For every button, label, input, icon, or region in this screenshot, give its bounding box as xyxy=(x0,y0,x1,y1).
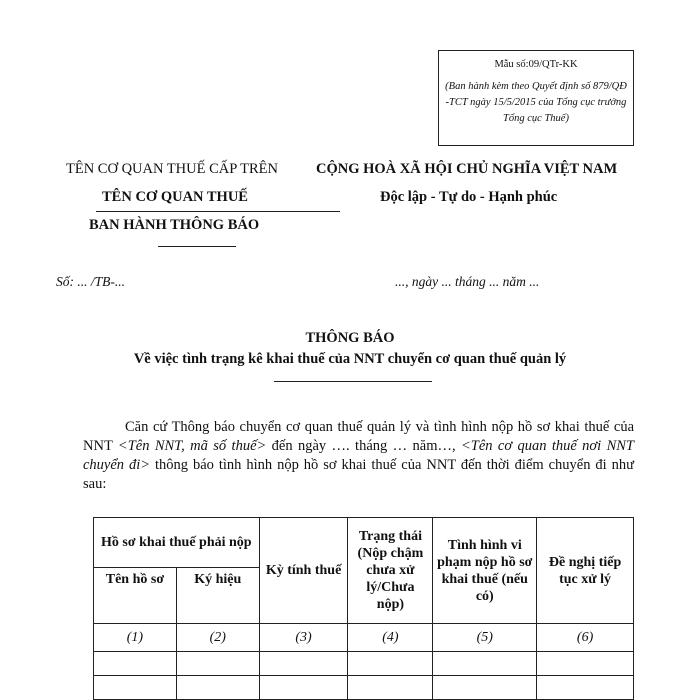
th-filing-name: Tên hồ sơ xyxy=(94,568,177,624)
document-subtitle: Về việc tình trạng kê khai thuế của NNT chuyển cơ quan thuế quản lý xyxy=(133,351,567,367)
superior-tax-authority: TÊN CƠ QUAN THUẾ CẤP TRÊN xyxy=(66,161,278,177)
body-text-3: thông báo tình hình nộp hồ sơ khai thuế của NNT đến thời điểm chuyển đi như sau: xyxy=(83,457,634,492)
col-index-1: (1) xyxy=(94,624,177,652)
th-filing-symbol: Ký hiệu xyxy=(176,568,259,624)
table-cell xyxy=(433,676,537,700)
table-cell xyxy=(433,652,537,676)
col-index-5: (5) xyxy=(433,624,537,652)
form-issuance-note: (Ban hành kèm theo Quyết định số 879/QĐ -TCT ngày 15/5/2015 của Tổng cục trưởng Tổng cục Thuế) xyxy=(445,81,627,124)
col-index-6: (6) xyxy=(537,624,634,652)
col-index-3: (3) xyxy=(259,624,348,652)
tax-authority-name: TÊN CƠ QUAN THUẾ xyxy=(102,189,248,205)
table-cell xyxy=(259,676,348,700)
tax-filing-status-table xyxy=(93,517,634,700)
th-status: Trạng thái (Nộp chậm chưa xử lý/Chưa nộp) xyxy=(348,518,433,624)
form-code: Mẫu số:09/QTr-KK xyxy=(494,59,578,70)
origin-authority-placeholder: <Tên cơ quan thuế nơi NNT chuyển đi> xyxy=(83,438,634,473)
col-index-4: (4) xyxy=(348,624,433,652)
th-required-filings: Hồ sơ khai thuế phải nộp xyxy=(94,518,260,568)
issuing-authority: BAN HÀNH THÔNG BÁO xyxy=(89,217,260,233)
table-cell xyxy=(176,676,259,700)
table-cell xyxy=(176,652,259,676)
table-cell xyxy=(348,652,433,676)
taxpayer-placeholder: <Tên NNT, mã số thuế> xyxy=(117,438,267,454)
th-proposal: Đề nghị tiếp tục xử lý xyxy=(537,518,634,624)
document-number: Số: ... /TB-... xyxy=(56,274,125,289)
title-underline xyxy=(274,381,432,382)
table-row xyxy=(94,676,634,700)
body-text-1: Căn cứ Thông báo chuyển cơ quan thuế quản lý và tình hình nộp hồ sơ khai thuế của NNT xyxy=(83,419,634,454)
table-cell xyxy=(537,676,634,700)
header-short-rule xyxy=(158,246,236,247)
body-text-2: đến ngày …. tháng … năm…, xyxy=(266,438,461,454)
th-tax-period: Kỳ tính thuế xyxy=(259,518,348,624)
table-cell xyxy=(537,652,634,676)
table-cell xyxy=(348,676,433,700)
header-underline-left xyxy=(96,211,340,212)
table-cell xyxy=(94,652,177,676)
col-index-2: (2) xyxy=(176,624,259,652)
body-paragraph xyxy=(83,418,634,494)
th-violation: Tình hình vi phạm nộp hồ sơ khai thuế (nếu có) xyxy=(433,518,537,624)
table-cell xyxy=(259,652,348,676)
form-code-box xyxy=(438,50,634,146)
document-date: ..., ngày ... tháng ... năm ... xyxy=(395,274,540,289)
table-cell xyxy=(94,676,177,700)
table-row xyxy=(94,652,634,676)
national-title: CỘNG HOÀ XÃ HỘI CHỦ NGHĨA VIỆT NAM xyxy=(316,161,618,177)
national-motto: Độc lập - Tự do - Hạnh phúc xyxy=(380,189,558,205)
document-title: THÔNG BÁO xyxy=(305,330,395,346)
